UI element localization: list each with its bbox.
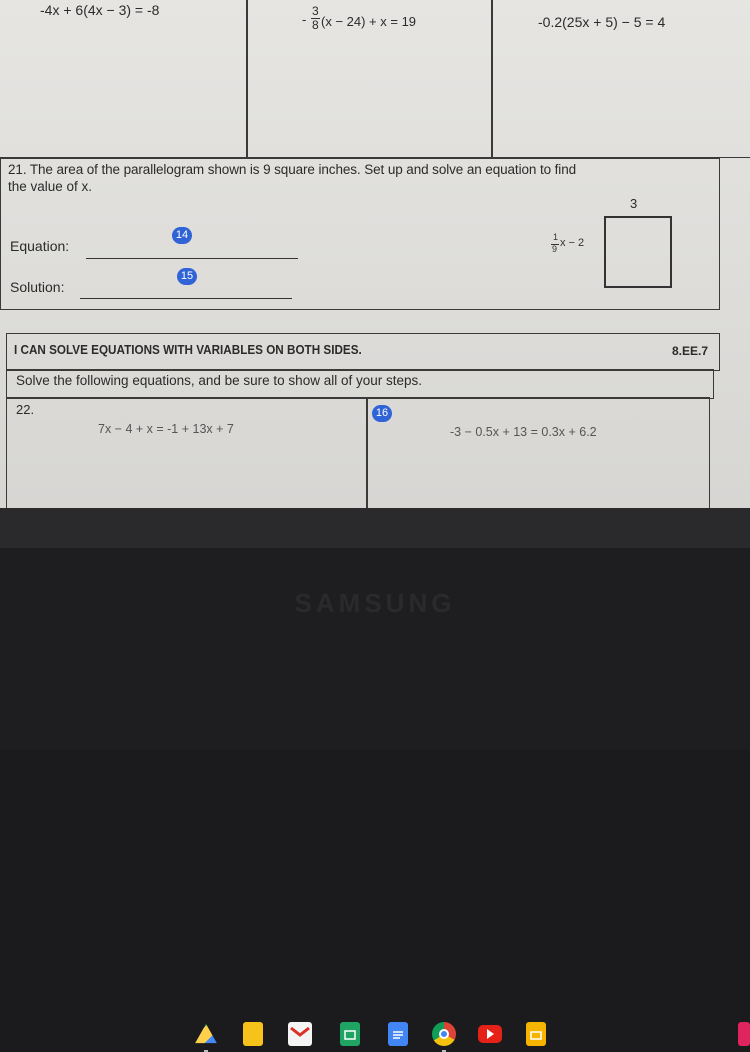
badge-15: 15 — [177, 268, 197, 285]
youtube-icon[interactable] — [478, 1025, 502, 1043]
fraction-numerator: 3 — [312, 4, 319, 18]
equation-top-right: -0.2(25x + 5) − 5 = 4 — [538, 14, 666, 30]
instructions-text: Solve the following equations, and be sure to show all of your steps. — [16, 373, 422, 388]
equation-middle-rest: (x − 24) + x = 19 — [321, 14, 417, 29]
gmail-glyph — [288, 1022, 312, 1046]
fraction-denominator: 8 — [312, 18, 319, 32]
top-cell-left — [0, 0, 248, 158]
keep-icon[interactable] — [243, 1022, 263, 1046]
equation-answer-line[interactable] — [86, 258, 298, 259]
docs-icon[interactable] — [388, 1022, 408, 1046]
problem-22-cell — [6, 397, 368, 508]
side-left-rest: x − 2 — [560, 237, 585, 249]
system-tray-icon[interactable] — [738, 1022, 750, 1046]
solution-label: Solution: — [10, 279, 65, 295]
fraction-sign: - — [302, 12, 307, 27]
chrome-center — [439, 1029, 449, 1039]
monitor-bezel — [0, 548, 750, 750]
problem-22-equation: 7x − 4 + x = -1 + 13x + 7 — [98, 422, 234, 436]
drive-icon[interactable] — [194, 1022, 218, 1046]
problem-22-number: 22. — [16, 402, 35, 417]
monitor-brand-logo: SAMSUNG — [294, 588, 456, 618]
section-title: I CAN SOLVE EQUATIONS WITH VARIABLES ON BOTH SIDES. — [14, 342, 362, 357]
slides-glyph — [526, 1022, 546, 1046]
play-glyph — [478, 1025, 502, 1043]
sheets-glyph — [340, 1022, 360, 1046]
badge-16: 16 — [372, 405, 392, 422]
badge-14: 14 — [172, 227, 192, 244]
problem-right-equation: -3 − 0.5x + 13 = 0.3x + 6.2 — [450, 425, 597, 439]
problem-21-text-line1: 21. The area of the parallelogram shown is 9 square inches. Set up and solve an equation to find — [8, 162, 577, 177]
equation-label: Equation: — [10, 238, 70, 254]
equation-top-left: -4x + 6(4x − 3) = -8 — [40, 2, 160, 18]
side-left-numerator: 1 — [553, 232, 559, 242]
side-left-denominator: 9 — [552, 244, 558, 254]
solution-answer-line[interactable] — [80, 298, 292, 299]
problem-right-cell — [366, 397, 710, 508]
chrome-icon[interactable] — [432, 1022, 456, 1046]
sheets-icon[interactable] — [340, 1022, 360, 1046]
side-length-top: 3 — [630, 196, 638, 211]
os-taskbar — [0, 508, 750, 548]
gmail-icon[interactable] — [288, 1022, 312, 1046]
slides-icon[interactable] — [526, 1022, 546, 1046]
worksheet-photo — [0, 0, 750, 508]
standard-code: 8.EE.7 — [672, 344, 709, 358]
parallelogram-figure — [604, 216, 672, 288]
docs-glyph — [388, 1022, 408, 1046]
problem-21-text-line2: the value of x. — [8, 179, 93, 194]
